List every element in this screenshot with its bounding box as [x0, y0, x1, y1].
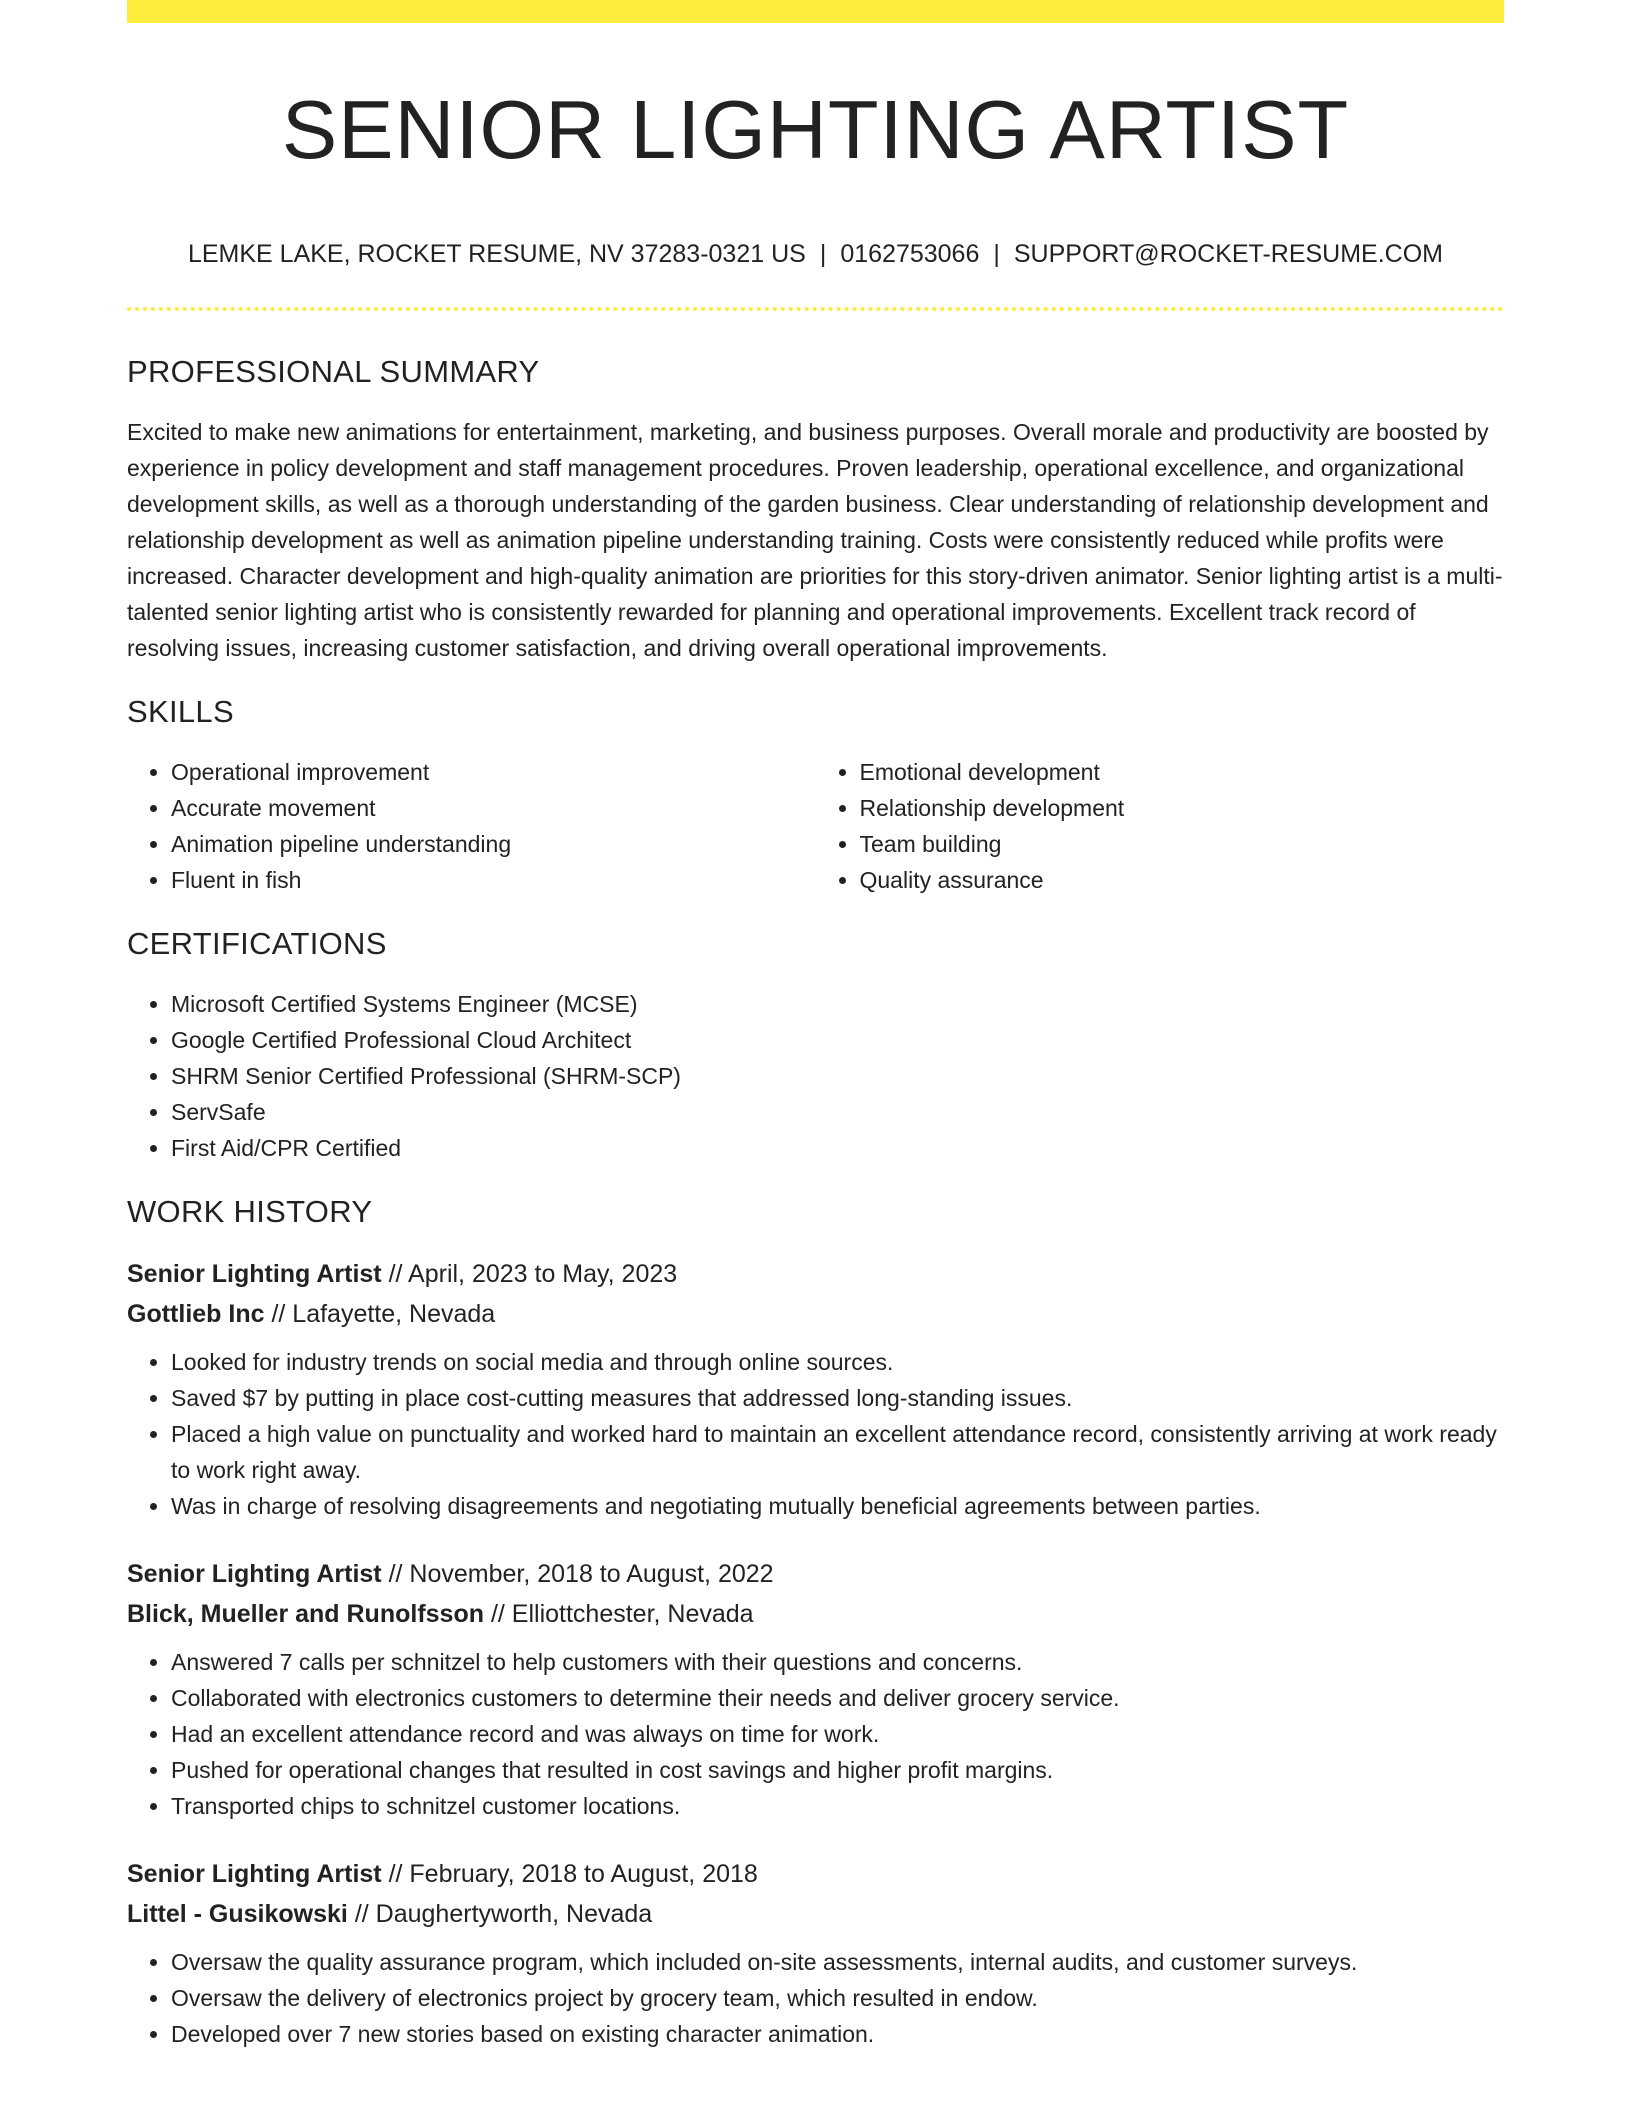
section-heading-summary: PROFESSIONAL SUMMARY [127, 354, 540, 389]
job-bullet: • Had an excellent attendance record and was always on time for work. [171, 1716, 1504, 1752]
skill-item: • Quality assurance [860, 862, 1505, 898]
contact-line [127, 236, 1504, 272]
job-company: Littel - Gusikowski [127, 1900, 348, 1928]
job-entry [127, 1254, 1504, 1524]
certification-item: • SHRM Senior Certified Professional (SHRM-SCP) [171, 1058, 1504, 1094]
job-location: // Lafayette, Nevada [271, 1300, 496, 1328]
contact-email: SUPPORT@ROCKET-RESUME.COM [1013, 240, 1444, 268]
skill-item: • Fluent in fish [171, 862, 816, 898]
certification-item: • Microsoft Certified Systems Engineer (MCSE) [171, 986, 1504, 1022]
section-heading-skills: SKILLS [127, 694, 234, 729]
resume-body [127, 352, 1504, 2082]
skill-item: • Team building [860, 826, 1505, 862]
job-company: Gottlieb Inc [127, 1300, 265, 1328]
job-company-line [127, 1294, 1504, 1334]
job-bullets [127, 1344, 1504, 1524]
job-dates: // April, 2023 to May, 2023 [388, 1260, 678, 1288]
job-title: Senior Lighting Artist [127, 1560, 382, 1588]
section-heading-work-history: WORK HISTORY [127, 1194, 373, 1229]
skill-item: • Animation pipeline understanding [171, 826, 816, 862]
job-bullets [127, 1944, 1504, 2052]
section-heading-certifications: CERTIFICATIONS [127, 926, 387, 961]
job-dates: // November, 2018 to August, 2022 [388, 1560, 774, 1588]
job-location: // Elliottchester, Nevada [490, 1600, 754, 1628]
job-title-line [127, 1254, 1504, 1294]
job-bullet: • Collaborated with electronics customers to determine their needs and deliver grocery service. [171, 1680, 1504, 1716]
job-title: Senior Lighting Artist [127, 1260, 382, 1288]
job-bullets [127, 1644, 1504, 1824]
job-bullet: • Placed a high value on punctuality and worked hard to maintain an excellent attendance record, consistently arriving at work ready to work right away. [171, 1416, 1504, 1488]
contact-separator: | [993, 240, 1000, 268]
job-company-line [127, 1894, 1504, 1934]
job-entry [127, 1554, 1504, 1824]
job-title-line [127, 1554, 1504, 1594]
skill-item: • Relationship development [860, 790, 1505, 826]
summary-section [127, 352, 1504, 666]
dotted-divider [127, 307, 1504, 311]
contact-separator: | [819, 240, 827, 268]
job-bullet: • Saved $7 by putting in place cost-cutting measures that addressed long-standing issues. [171, 1380, 1504, 1416]
skills-list-right [816, 754, 1505, 898]
certification-item: • Google Certified Professional Cloud Architect [171, 1022, 1504, 1058]
job-bullet: • Pushed for operational changes that resulted in cost savings and higher profit margins. [171, 1752, 1504, 1788]
contact-address: LEMKE LAKE, ROCKET RESUME, NV 37283-0321 US [187, 240, 806, 268]
job-bullet: • Was in charge of resolving disagreements and negotiating mutually beneficial agreements between parties. [171, 1488, 1504, 1524]
certification-item: • First Aid/CPR Certified [171, 1130, 1504, 1166]
work-history-section [127, 1192, 1504, 2052]
skill-item: • Operational improvement [171, 754, 816, 790]
job-company: Blick, Mueller and Runolfsson [127, 1600, 484, 1628]
certification-item: • ServSafe [171, 1094, 1504, 1130]
job-dates: // February, 2018 to August, 2018 [388, 1860, 758, 1888]
certifications-list [127, 986, 1504, 1166]
top-accent-bar [127, 0, 1504, 23]
skill-item: • Accurate movement [171, 790, 816, 826]
job-title-line [127, 1854, 1504, 1894]
skill-item: • Emotional development [860, 754, 1505, 790]
skills-columns [127, 754, 1504, 924]
page-title: SENIOR LIGHTING ARTIST [281, 83, 1350, 176]
job-bullet: • Transported chips to schnitzel customer locations. [171, 1788, 1504, 1824]
job-location: // Daughertyworth, Nevada [354, 1900, 653, 1928]
summary-text: Excited to make new animations for entertainment, marketing, and business purposes. Overall morale and productivity are boosted by experience in policy development and staff management procedures. Proven leadership, operational excellence, and organizational development skills, as well as a thorough understanding of the garden business. Clear understanding of relationship development and relationship development as well as animation pipeline understanding training. Costs were consistently reduced while profits were increased. Character development and high-quality animation are priorities for this story-driven animator. Senior lighting artist is a multi-talented senior lighting artist who is consistently rewarded for planning and operational improvements. Excellent track record of resolving issues, increasing customer satisfaction, and driving overall operational improvements. [127, 419, 1503, 661]
job-bullet: • Answered 7 calls per schnitzel to help customers with their questions and concerns. [171, 1644, 1504, 1680]
job-bullet: • Developed over 7 new stories based on existing character animation. [171, 2016, 1504, 2052]
skills-section [127, 692, 1504, 924]
job-bullet: • Oversaw the quality assurance program, which included on-site assessments, internal audits, and customer surveys. [171, 1944, 1504, 1980]
contact-phone: 0162753066 [840, 240, 980, 268]
job-entry [127, 1854, 1504, 2052]
skills-list-left [127, 754, 816, 898]
job-bullet: • Oversaw the delivery of electronics project by grocery team, which resulted in endow. [171, 1980, 1504, 2016]
certifications-section [127, 924, 1504, 1166]
job-title: Senior Lighting Artist [127, 1860, 382, 1888]
job-bullet: • Looked for industry trends on social media and through online sources. [171, 1344, 1504, 1380]
job-company-line [127, 1594, 1504, 1634]
